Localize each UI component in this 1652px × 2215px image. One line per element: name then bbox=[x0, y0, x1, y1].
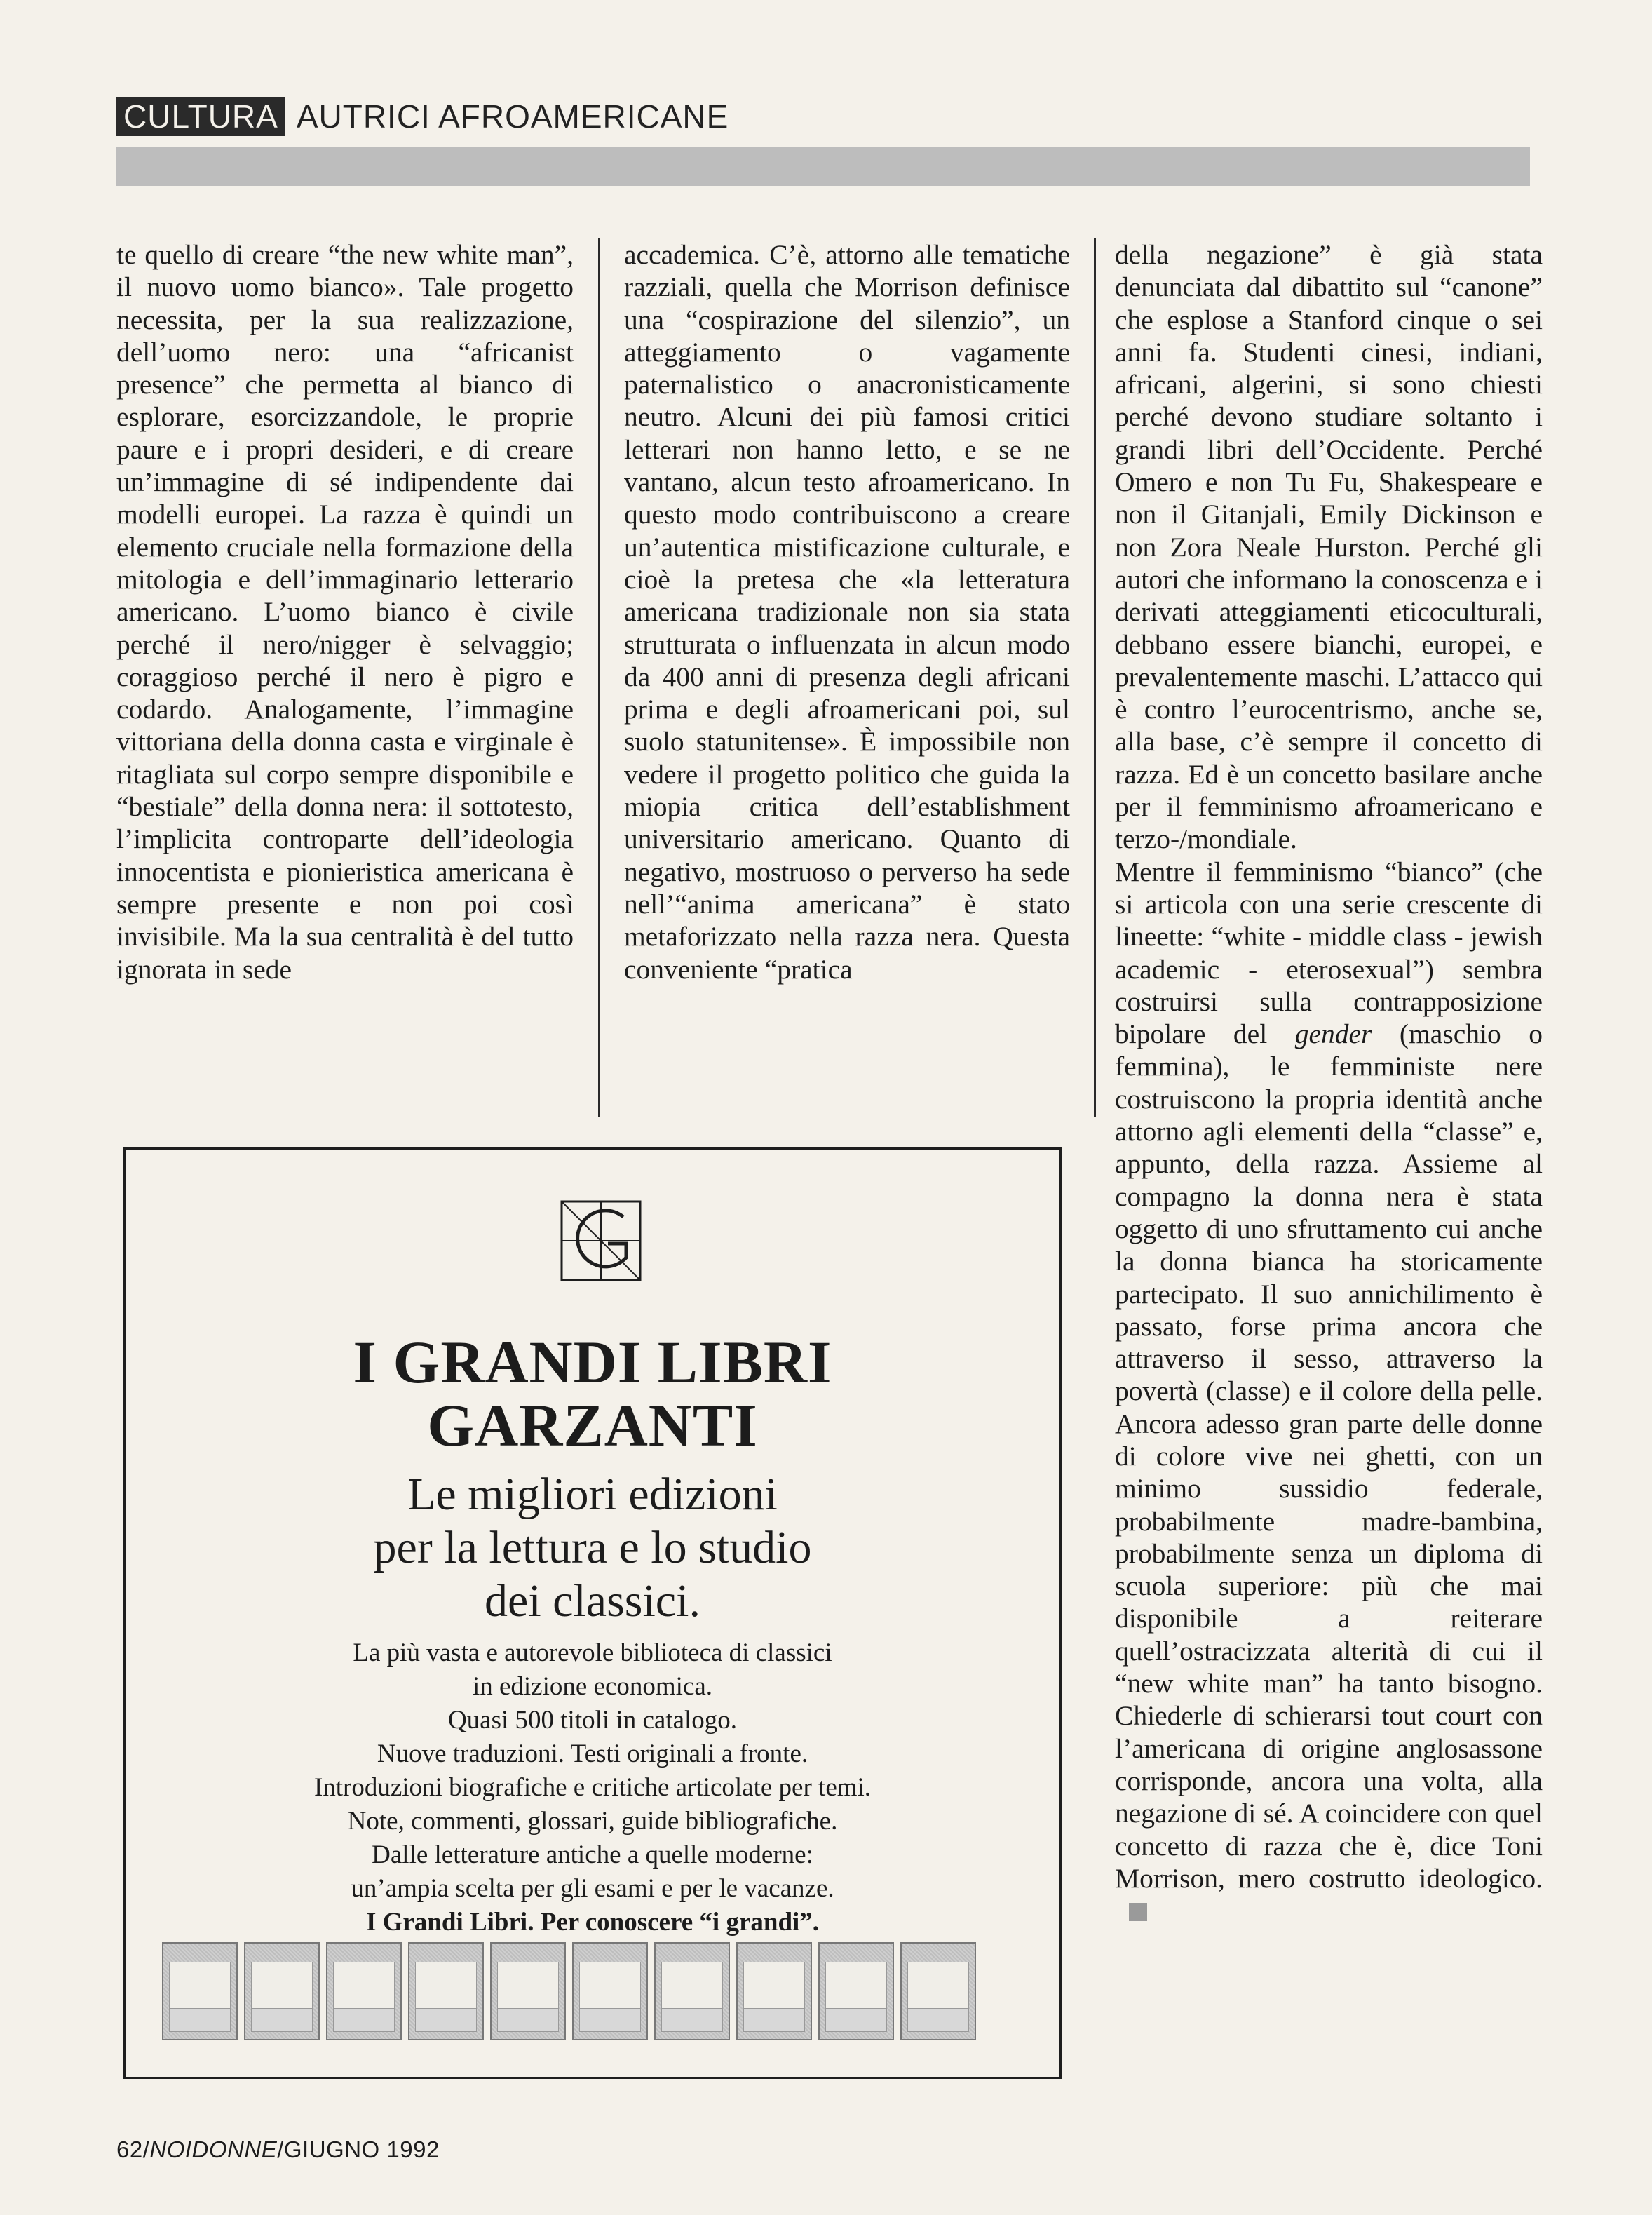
book-cover bbox=[244, 1942, 320, 2040]
column-divider-1 bbox=[598, 238, 600, 1117]
ad-line: Dalle letterature antiche a quelle moderne: bbox=[372, 1840, 813, 1869]
book-cover bbox=[654, 1942, 730, 2040]
book-cover bbox=[900, 1942, 976, 2040]
page-footer bbox=[116, 2136, 440, 2163]
ad-subhead-line-1: Le migliori edizioni bbox=[407, 1469, 778, 1520]
page-number: 62/ bbox=[116, 2136, 150, 2162]
magazine-name: NOIDONNE bbox=[149, 2136, 278, 2162]
section-title: AUTRICI AFROAMERICANE bbox=[296, 98, 729, 135]
book-cover bbox=[408, 1942, 484, 2040]
column-divider-2 bbox=[1094, 238, 1096, 1117]
article-column-2 bbox=[624, 238, 1070, 985]
paragraph-2-part-a: Mentre il femminismo “bianco” (che si articola con una serie crescente di lineette: “white - middle class - jewish academic - eterosexual”) sembra costruirsi sulla contrapposizione bipolare del bbox=[1115, 856, 1543, 1050]
section-header bbox=[116, 97, 729, 136]
ad-tagline: I Grandi Libri. Per conoscere “i grandi”. bbox=[365, 1908, 820, 1937]
ad-headline-line-2: GARZANTI bbox=[427, 1392, 758, 1459]
book-row bbox=[162, 1942, 982, 2040]
book-cover bbox=[326, 1942, 402, 2040]
paragraph-2-part-b: (maschio o femmina), le femministe nere costruiscono la propria identità anche attorno agli elementi della “classe” e, appunto, della razza. Assieme al compagno la donna nera è stata oggetto di uno sfruttamento cui anche la donna bianca ha storicamente partecipato. Il suo annichilimento è passato, forse prima ancora che attraverso il sesso, attraverso la povertà (classe) e il colore della pelle. Ancora adesso gran parte delle donne di colore vive nei ghetti, con un minimo sussidio federale, probabilmente madre-bambina, probabilmente senza un diploma di scuola superiore: più che mai disponibile a reiterare quell’ostracizzata alterità di cui il “new white man” ha tanto bisogno. Chiederle di schierarsi tout court con l’americana di origine anglosassone corrisponde, ancora una volta, alla negazione di sé. A coincidere con quel concetto di razza che è, dice Toni Morrison, mero costrutto ideologico. bbox=[1115, 1018, 1543, 1894]
column-1-text: te quello di creare “the new white man”, il nuovo uomo bianco». Tale progetto necessita, per la sua realizzazione, dell’uomo nero: una “africanist presence” che permetta al bianco di esplorare, esorcizzandole, le proprie paure e i propri desideri, e di creare un’immagine di sé indipendente dai modelli europei. La razza è quindi un elemento cruciale nella formazione della mitologia e dell’immaginario letterario americano. L’uomo bianco è civile perché il nero/nigger è selvaggio; coraggioso perché il nero è pigro e codardo. Analogamente, l’immagine vittoriana della donna casta e virginale è ritagliata sul corpo sempre disponibile e “bestiale” della donna nera: il sottotesto, l’implicita controparte dell’ideologia innocentista e pionieristica americana è sempre presente e non poi così invisibile. Ma la sua centralità è del tutto ignorata in sede bbox=[116, 239, 574, 985]
ad-line: La più vasta e autorevole biblioteca di classici bbox=[353, 1638, 832, 1667]
article-column-3 bbox=[1115, 238, 1543, 1927]
column-2-text: accademica. C’è, attorno alle tematiche razziali, quella che Morrison definisce una “cospirazione del silenzio”, un atteggiamento o vagamente paternalistico o anacronisticamente neutro. Alcuni dei più famosi critici letterari non hanno letto, e se ne vantano, alcun testo afroamericano. In questo modo contribuiscono a creare un’autentica mistificazione culturale, e cioè la pretesa che «la letteratura americana tradizionale non sia stata strutturata o influenzata in alcun modo da 400 anni di presenza degli africani prima e degli afroamericani poi, sul suolo statunitense». È impossibile non vedere il progetto politico che guida la miopia critica dell’establishment universitario americano. Quanto di negativo, mostruoso o perverso ha sede nell’“anima americana” è stato metaforizzato nella razza nera. Questa conveniente “pratica bbox=[624, 239, 1070, 985]
book-cover bbox=[572, 1942, 648, 2040]
issue-date: /GIUGNO 1992 bbox=[277, 2136, 440, 2162]
ad-subhead-line-3: dei classici. bbox=[485, 1575, 700, 1627]
gender-term: gender bbox=[1294, 1018, 1372, 1050]
book-cover bbox=[162, 1942, 238, 2040]
garzanti-advertisement bbox=[123, 1147, 1062, 2079]
ad-headline-line-1: I GRANDI LIBRI bbox=[353, 1328, 832, 1396]
ad-line: in edizione economica. bbox=[472, 1672, 713, 1701]
column-3-paragraph-2 bbox=[1115, 856, 1543, 1927]
ad-subheadline bbox=[126, 1468, 1059, 1628]
column-3-paragraph-1: della negazione” è già stata denunciata dal dibattito sul “canone” che esplose a Stanford cinque o sei anni fa. Studenti cinesi, indiani, africani, algerini, si sono chiesti perché devono studiare soltanto i grandi libri dell’Occidente. Perché Omero e non Tu Fu, Shakespeare e non il Gitanjali, Emily Dickinson e non Zora Neale Hurston. Perché gli autori che informano la conoscenza e i derivati atteggiamenti eticoculturali, debbano essere bianchi, europei, e prevalentemente maschi. L’attacco qui è contro l’eurocentrismo, anche se, alla base, c’è sempre il concetto di razza. Ed è un concetto basilare anche per il femminismo afroamericano e terzo-/mondiale. bbox=[1115, 239, 1543, 855]
end-of-article-mark bbox=[1129, 1903, 1147, 1921]
book-cover bbox=[490, 1942, 566, 2040]
header-band bbox=[116, 147, 1530, 186]
ad-line: Nuove traduzioni. Testi originali a fronte. bbox=[377, 1739, 808, 1768]
ad-line: Quasi 500 titoli in catalogo. bbox=[447, 1706, 738, 1735]
article-column-1 bbox=[116, 238, 574, 985]
ad-line: un’ampia scelta per gli esami e per le vacanze. bbox=[351, 1874, 834, 1903]
ad-body bbox=[126, 1636, 1059, 1939]
ad-line: Introduzioni biografiche e critiche articolate per temi. bbox=[313, 1773, 872, 1802]
book-cover bbox=[818, 1942, 894, 2040]
section-tag: CULTURA bbox=[116, 97, 285, 136]
book-cover bbox=[736, 1942, 812, 2040]
ad-subhead-line-2: per la lettura e lo studio bbox=[373, 1522, 812, 1573]
ad-headline bbox=[126, 1328, 1059, 1459]
ad-line: Note, commenti, glossari, guide bibliografiche. bbox=[347, 1807, 838, 1836]
garzanti-logo-icon bbox=[559, 1199, 643, 1283]
